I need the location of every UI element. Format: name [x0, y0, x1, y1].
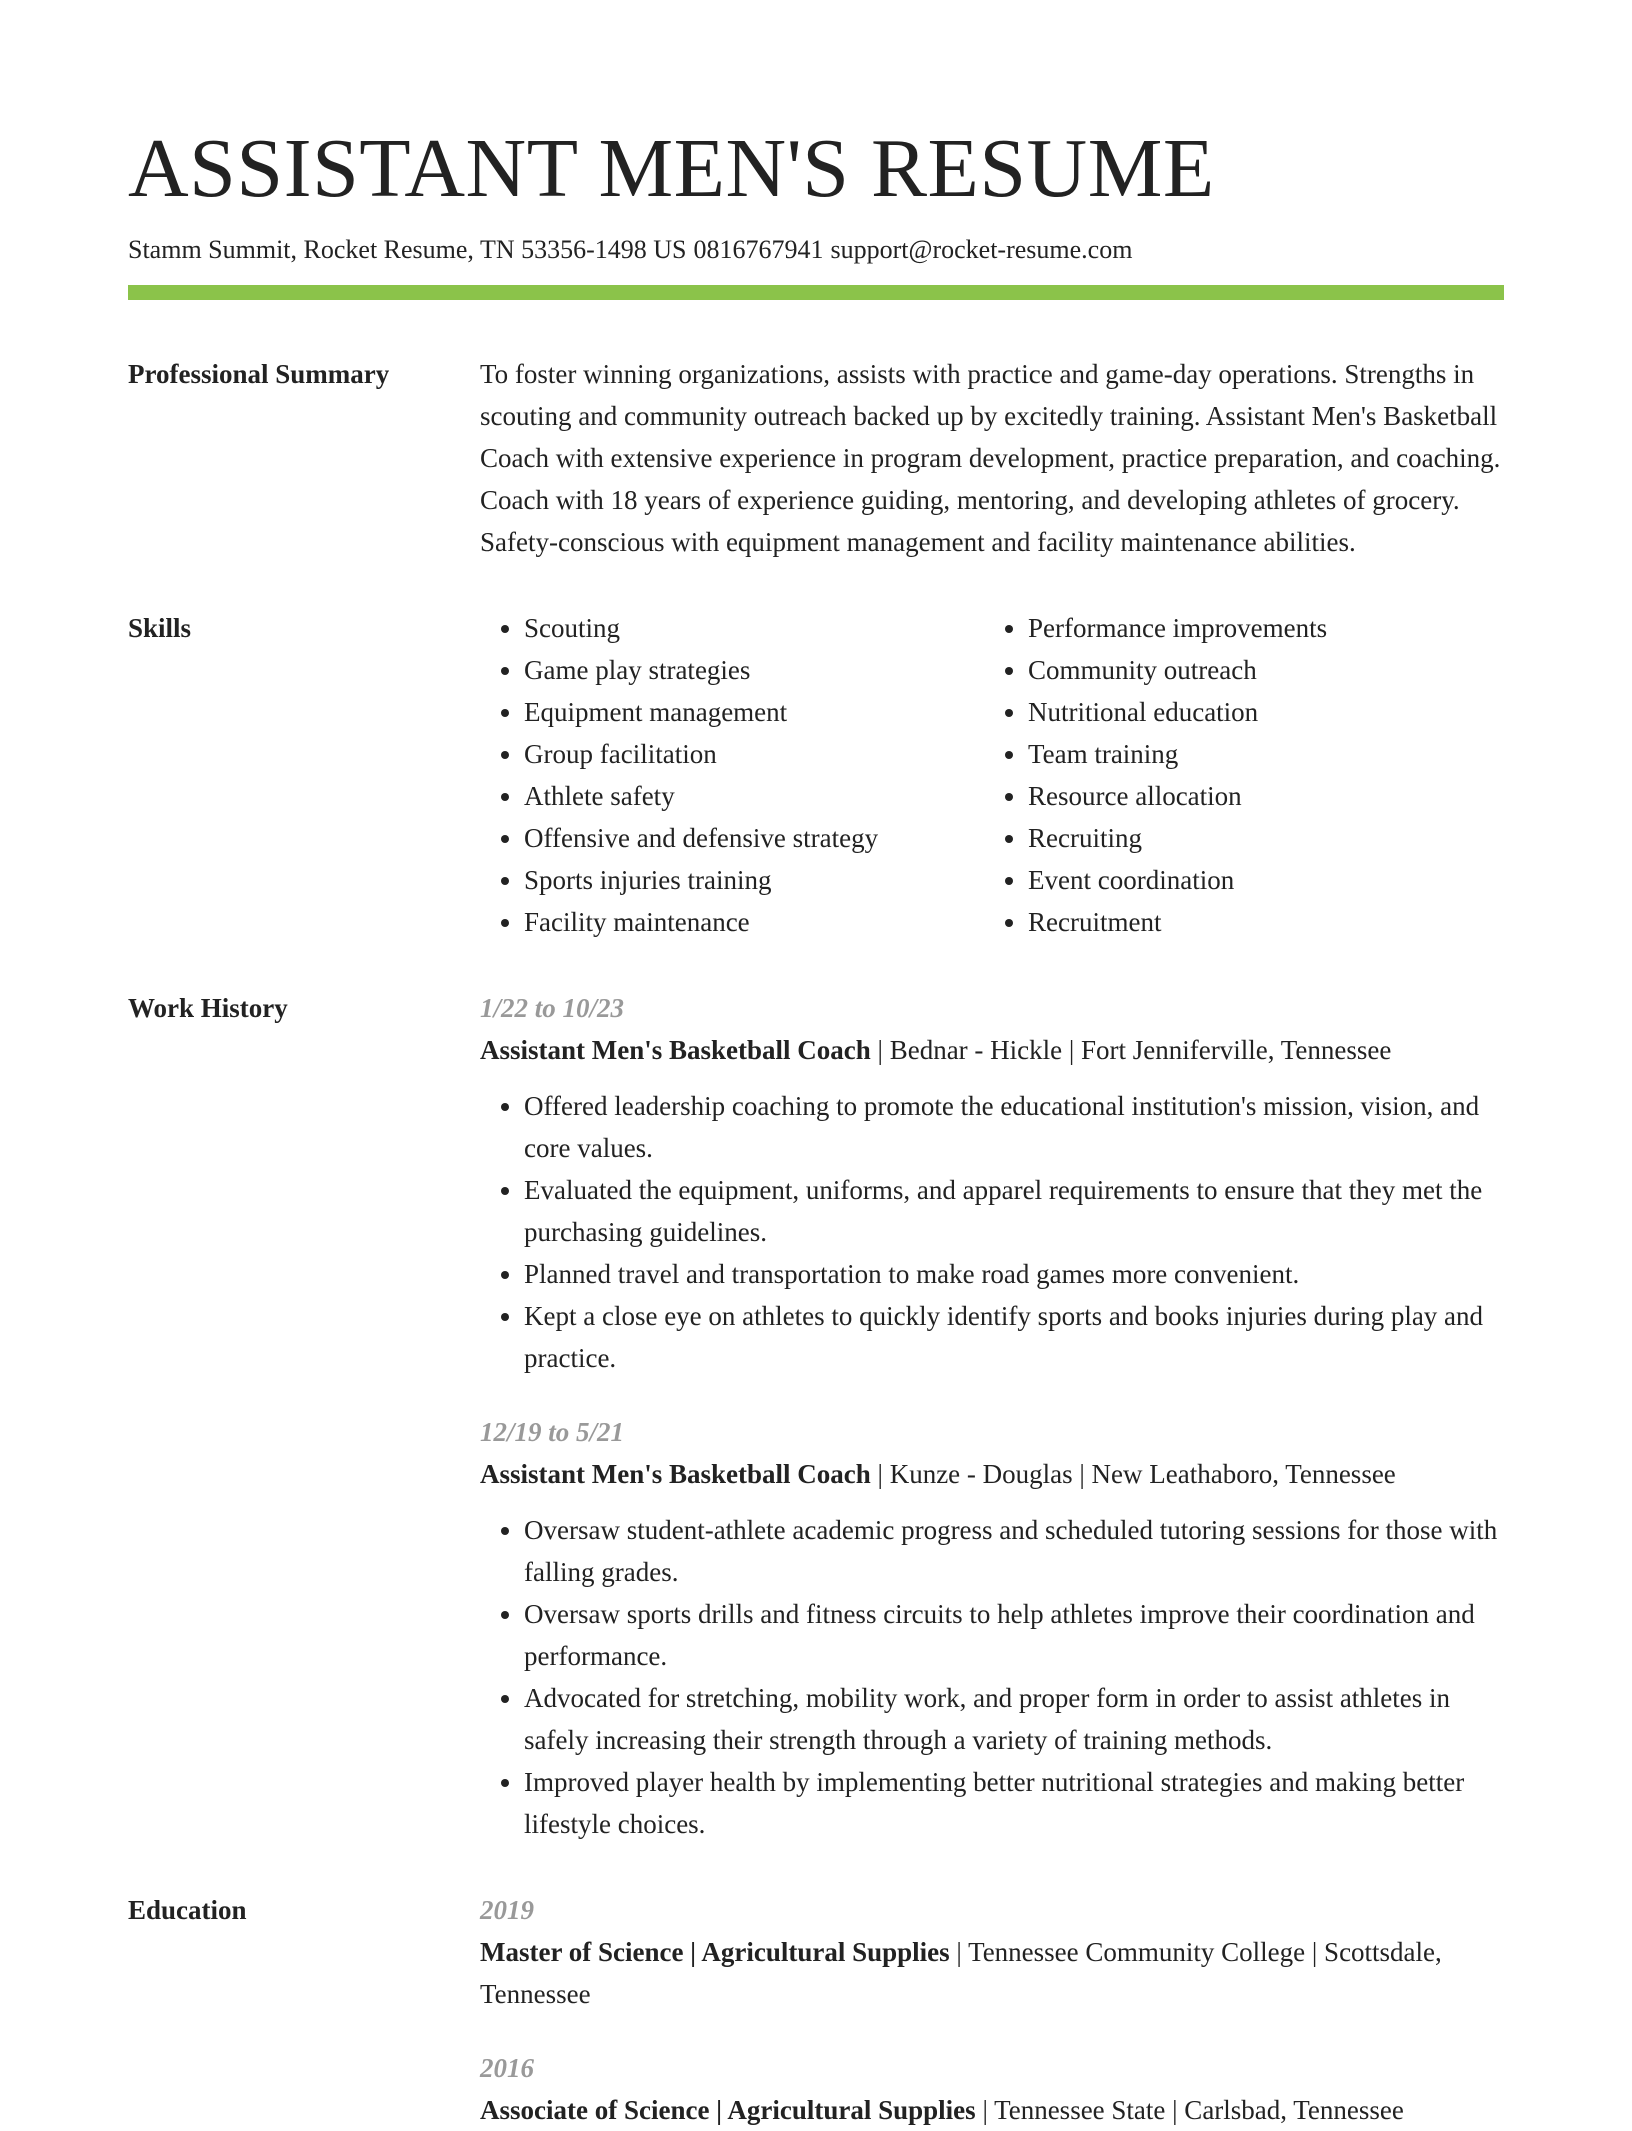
job-bullet: • Improved player health by implementing better nutritional strategies and making better lifestyle choices. — [524, 1761, 1504, 1845]
job-title: Assistant Men's Basketball Coach — [480, 1035, 871, 1065]
skill-item: • Recruitment — [1028, 901, 1327, 943]
job-entry — [480, 987, 1504, 1379]
summary-text: To foster winning organizations, assists with practice and game-day operations. Strengths in scouting and community outreach backed up by excitedly training. Assistant Men's Basketball Coach with extensive experience in program development, practice preparation, and coaching. Coach with 18 years of experience guiding, mentoring, and developing athletes of grocery. Safety-conscious with equipment management and facility maintenance abilities. — [480, 359, 1501, 557]
job-details: | Kunze - Douglas | New Leathaboro, Tennessee — [877, 1459, 1396, 1489]
job-bullets — [480, 1085, 1504, 1379]
skill-item: • Event coordination — [1028, 859, 1327, 901]
section-title-summary: Professional Summary — [128, 359, 390, 389]
skill-item: • Offensive and defensive strategy — [524, 817, 984, 859]
summary-body — [480, 353, 1504, 563]
skill-item: • Equipment management — [524, 691, 984, 733]
job-heading — [480, 1453, 1504, 1495]
education-details: | Tennessee State | Carlsbad, Tennessee — [982, 2095, 1404, 2125]
job-bullet: • Kept a close eye on athletes to quickly identify sports and books injuries during play and practice. — [524, 1295, 1504, 1379]
job-bullet: • Evaluated the equipment, uniforms, and apparel requirements to ensure that they met the purchasing guidelines. — [524, 1169, 1504, 1253]
skill-item: • Team training — [1028, 733, 1327, 775]
skills-body — [480, 607, 1504, 943]
skill-item: • Performance improvements — [1028, 607, 1327, 649]
skill-item: • Sports injuries training — [524, 859, 984, 901]
job-bullet: • Oversaw student-athlete academic progress and scheduled tutoring sessions for those with falling grades. — [524, 1509, 1504, 1593]
skills-column-1 — [480, 607, 984, 943]
education-degree: Associate of Science | Agricultural Supplies — [480, 2095, 976, 2125]
skill-item: • Community outreach — [1028, 649, 1327, 691]
section-title-education: Education — [128, 1895, 247, 1925]
education-degree: Master of Science | Agricultural Supplies — [480, 1937, 950, 1967]
education-body — [480, 1889, 1504, 2131]
job-heading — [480, 1029, 1504, 1071]
skill-item: • Group facilitation — [524, 733, 984, 775]
job-bullet: • Oversaw sports drills and fitness circuits to help athletes improve their coordination and performance. — [524, 1593, 1504, 1677]
skill-item: • Athlete safety — [524, 775, 984, 817]
resume-title: ASSISTANT MEN'S RESUME — [128, 122, 1215, 215]
resume-page — [128, 0, 1504, 2131]
section-title-skills: Skills — [128, 613, 192, 643]
education-entry — [480, 2047, 1504, 2131]
job-dates: 12/19 to 5/21 — [480, 1417, 625, 1447]
header-divider — [128, 285, 1504, 300]
job-dates: 1/22 to 10/23 — [480, 993, 625, 1023]
education-heading — [480, 1931, 1504, 2015]
education-heading — [480, 2089, 1504, 2131]
education-details: | Tennessee Community College | Scottsdale, Tennessee — [480, 1937, 1442, 2009]
job-bullets — [480, 1509, 1504, 1845]
contact-email: support@rocket-resume.com — [830, 235, 1133, 264]
section-title-work: Work History — [128, 993, 288, 1023]
job-title: Assistant Men's Basketball Coach — [480, 1459, 871, 1489]
work-history-body — [480, 987, 1504, 1845]
education-section — [128, 1889, 1504, 2131]
education-year: 2019 — [480, 1895, 534, 1925]
skills-section — [128, 607, 1504, 943]
skill-item: • Resource allocation — [1028, 775, 1327, 817]
education-entry — [480, 1889, 1504, 2015]
job-bullet: • Advocated for stretching, mobility work, and proper form in order to assist athletes in safely increasing their strength through a variety of training methods. — [524, 1677, 1504, 1761]
education-year: 2016 — [480, 2053, 534, 2083]
job-bullet: • Offered leadership coaching to promote the educational institution's mission, vision, and core values. — [524, 1085, 1504, 1169]
job-details: | Bednar - Hickle | Fort Jenniferville, Tennessee — [877, 1035, 1392, 1065]
skills-column-2 — [984, 607, 1327, 943]
contact-address: Stamm Summit, Rocket Resume, TN 53356-1498 US — [128, 235, 687, 264]
contact-phone: 0816767941 — [693, 235, 824, 264]
summary-section — [128, 353, 1504, 563]
job-bullet: • Planned travel and transportation to make road games more convenient. — [524, 1253, 1504, 1295]
skill-item: • Scouting — [524, 607, 984, 649]
work-history-section — [128, 987, 1504, 1845]
skill-item: • Recruiting — [1028, 817, 1327, 859]
skill-item: • Facility maintenance — [524, 901, 984, 943]
contact-line — [128, 233, 1504, 267]
skill-item: • Game play strategies — [524, 649, 984, 691]
job-entry — [480, 1411, 1504, 1845]
skill-item: • Nutritional education — [1028, 691, 1327, 733]
